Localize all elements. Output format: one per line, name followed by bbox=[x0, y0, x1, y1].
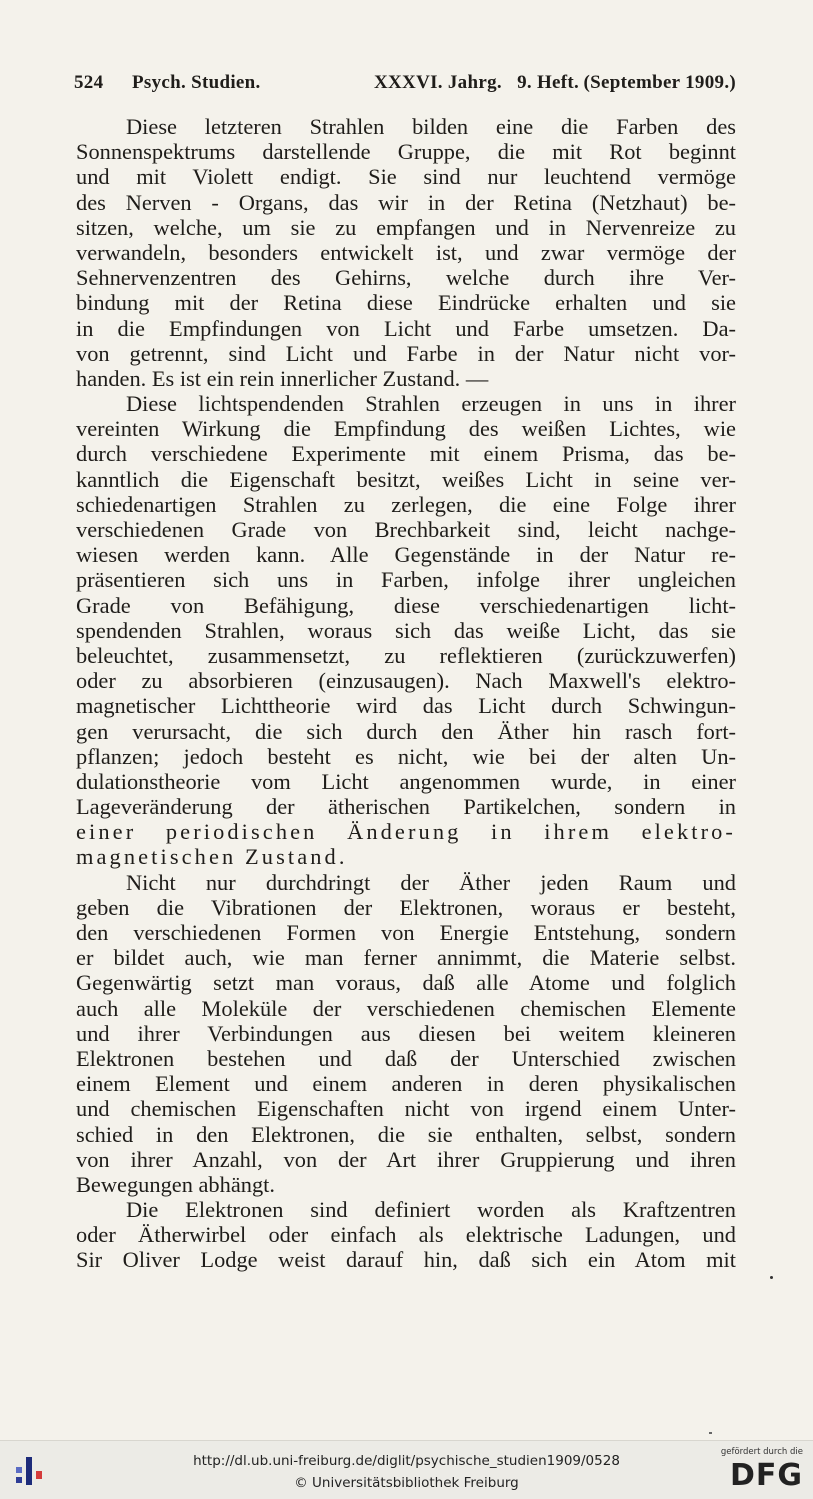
text-line: gen verursacht, die sich durch den Äther hin rasch fort- bbox=[76, 718, 736, 744]
text-line: Nicht nur durchdringt der Äther jeden Raum und bbox=[126, 869, 736, 895]
text-line: oder zu absorbieren (einzusaugen). Nach Maxwell's elektro- bbox=[76, 668, 736, 694]
dfg-badge bbox=[713, 1447, 803, 1495]
text-line: Die Elektronen sind definiert worden als Kraftzentren bbox=[126, 1197, 736, 1223]
text-line: verwandeln, besonders entwickelt ist, und zwar vermöge der bbox=[76, 239, 736, 265]
text-line: spendenden Strahlen, woraus sich das weiße Licht, das sie bbox=[76, 617, 736, 643]
text-line: magnetischer Lichttheorie wird das Licht durch Schwingun- bbox=[76, 693, 736, 719]
text-line: magnetischen Zustand. bbox=[76, 844, 348, 870]
text-line: Elektronen bestehen und daß der Unterschied zwischen bbox=[76, 1045, 736, 1071]
print-speck bbox=[770, 1276, 773, 1279]
text-line: von ihrer Anzahl, von der Art ihrer Gruppierung und ihren bbox=[76, 1146, 736, 1172]
text-line: auch alle Moleküle der verschiedenen chemischen Elemente bbox=[76, 995, 736, 1021]
running-header bbox=[74, 72, 736, 100]
dfg-caption: gefördert durch die bbox=[720, 1447, 803, 1457]
text-line: und mit Violett endigt. Sie sind nur leuchtend vermöge bbox=[76, 164, 736, 190]
text-line: des Nerven - Organs, das wir in der Retina (Netzhaut) be- bbox=[76, 189, 736, 215]
text-line: Sir Oliver Lodge weist darauf hin, daß sich ein Atom mit bbox=[76, 1247, 736, 1273]
text-line: Diese lichtspendenden Strahlen erzeugen in uns in ihrer bbox=[126, 391, 736, 417]
text-line: Gegenwärtig setzt man voraus, daß alle Atome und folglich bbox=[76, 970, 736, 996]
text-line: verschiedenen Grade von Brechbarkeit sind, leicht nachge- bbox=[76, 517, 736, 542]
issue-info: XXXVI. Jahrg. 9. Heft. bbox=[374, 72, 580, 93]
text-line: von getrennt, sind Licht und Farbe in der Natur nicht vor- bbox=[76, 340, 736, 366]
viewer-footer bbox=[0, 1440, 813, 1499]
dfg-logo-icon: DFG bbox=[729, 1458, 803, 1493]
text-line: Lageveränderung der ätherischen Partikelchen, sondern in bbox=[76, 794, 736, 820]
text-line: vereinten Wirkung die Empfindung des weißen Lichtes, wie bbox=[76, 416, 736, 442]
permalink-url[interactable]: http://dl.ub.uni-freiburg.de/diglit/psychische_studien1909/0528 bbox=[193, 1453, 620, 1469]
text-line: Diese letzteren Strahlen bilden eine die Farben des bbox=[126, 114, 736, 139]
text-line: Sonnenspektrums darstellende Gruppe, die mit Rot beginnt bbox=[76, 139, 736, 165]
text-line: Bewegungen abhängt. bbox=[76, 1171, 275, 1197]
text-line: wiesen werden kann. Alle Gegenstände in der Natur re- bbox=[76, 542, 736, 568]
text-line: schied in den Elektronen, die sie enthalten, selbst, sondern bbox=[76, 1121, 736, 1147]
text-line: einer periodischen Änderung in ihrem elektro- bbox=[76, 819, 736, 845]
issue-date: (September 1909.) bbox=[583, 72, 736, 93]
text-line: und ihrer Verbindungen aus diesen bei weitem kleineren bbox=[76, 1020, 736, 1046]
text-line: durch verschiedene Experimente mit einem Prisma, das be- bbox=[76, 441, 736, 467]
text-line: und chemischen Eigenschaften nicht von irgend einem Unter- bbox=[76, 1096, 736, 1122]
text-line: in die Empfindungen von Licht und Farbe umsetzen. Da- bbox=[76, 315, 736, 341]
text-line: den verschiedenen Formen von Energie Entstehung, sondern bbox=[76, 920, 736, 945]
text-line: präsentieren sich uns in Farben, infolge ihrer ungleichen bbox=[76, 567, 736, 593]
text-line: handen. Es ist ein rein innerlicher Zustand. — bbox=[76, 365, 489, 391]
text-line: Sehnervenzentren des Gehirns, welche durch ihre Ver- bbox=[76, 265, 736, 291]
text-line: beleuchtet, zusammensetzt, zu reflektieren (zurückzuwerfen) bbox=[76, 642, 736, 668]
text-line: einem Element und einem anderen in deren physikalischen bbox=[76, 1071, 736, 1097]
copyright-notice: © Universitätsbibliothek Freiburg bbox=[294, 1475, 519, 1491]
text-line: er bildet auch, wie man ferner annimmt, die Materie selbst. bbox=[76, 945, 736, 971]
text-line: oder Ätherwirbel oder einfach als elektrische Ladungen, und bbox=[76, 1222, 736, 1248]
text-line: schiedenartigen Strahlen zu zerlegen, die eine Folge ihrer bbox=[76, 491, 736, 517]
text-line: sitzen, welche, um sie zu empfangen und in Nervenreize zu bbox=[76, 214, 736, 240]
text-line: pflanzen; jedoch besteht es nicht, wie bei der alten Un- bbox=[76, 743, 736, 769]
text-line: dulationstheorie vom Licht angenommen wurde, in einer bbox=[76, 768, 736, 794]
text-line: bindung mit der Retina diese Eindrücke erhalten und sie bbox=[76, 290, 736, 316]
text-line: Grade von Befähigung, diese verschiedenartigen licht- bbox=[76, 592, 736, 618]
print-speck bbox=[709, 1432, 712, 1434]
text-line: kanntlich die Eigenschaft besitzt, weißes Licht in seine ver- bbox=[76, 466, 736, 492]
journal-title: Psych. Studien. bbox=[132, 72, 261, 93]
text-line: geben die Vibrationen der Elektronen, woraus er besteht, bbox=[76, 894, 736, 920]
page-number: 524 bbox=[74, 72, 104, 93]
body-text bbox=[76, 114, 736, 1273]
